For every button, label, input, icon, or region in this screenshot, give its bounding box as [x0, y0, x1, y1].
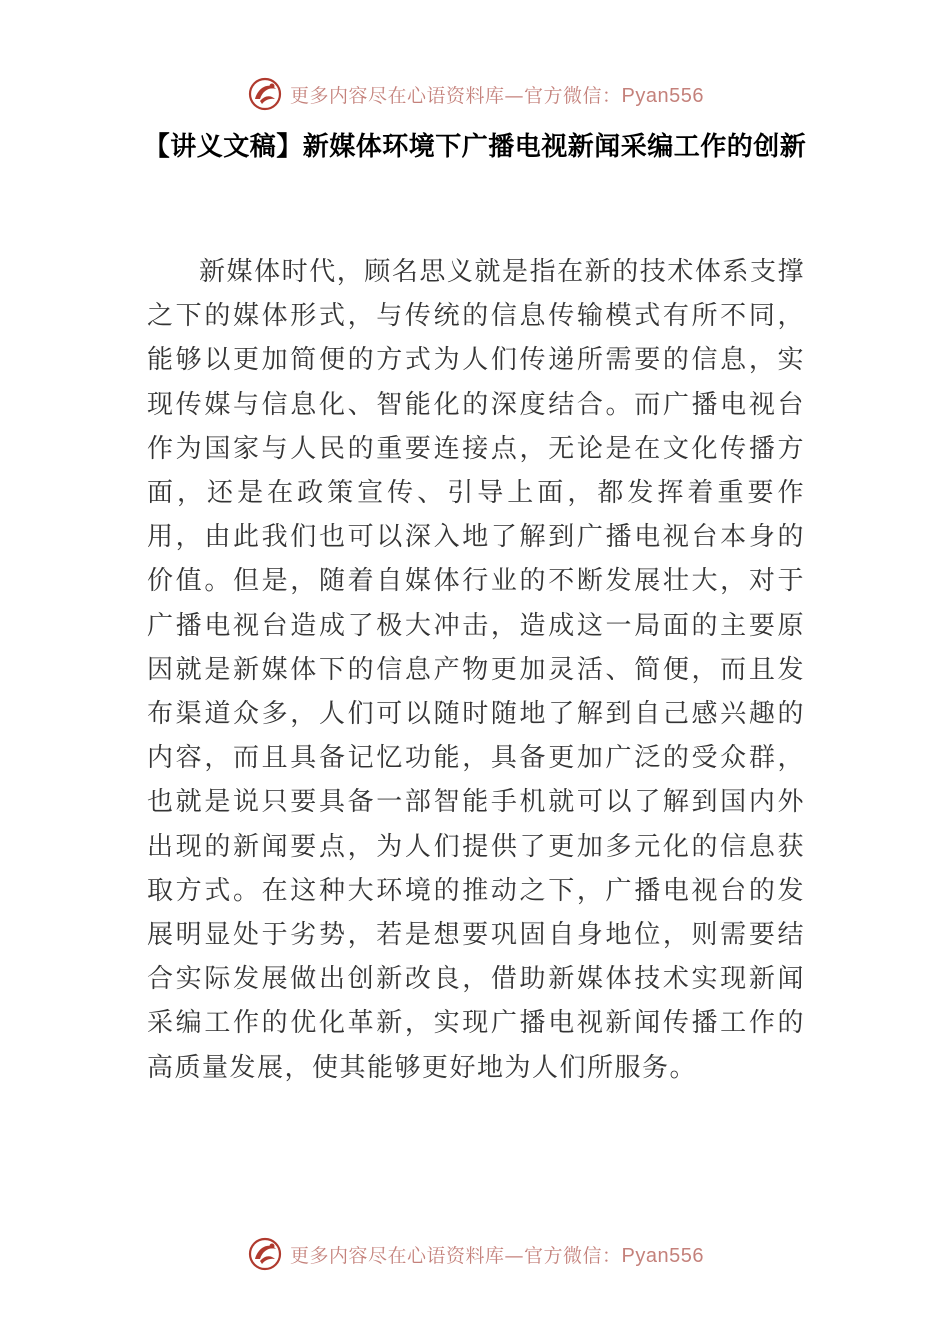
footer-wechat-id: Pyan556	[621, 1244, 704, 1267]
xinyu-logo-icon	[246, 75, 284, 113]
header-banner	[0, 72, 950, 116]
body-paragraph: 新媒体时代，顾名思义就是指在新的技术体系支撑之下的媒体形式，与传统的信息传输模式有所不同，能够以更加简便的方式为人们传递所需要的信息，实现传媒与信息化、智能化的深度结合。而广播电视台作为国家与人民的重要连接点，无论是在文化传播方面，还是在政策宣传、引导上面，都发挥着重要作用，由此我们也可以深入地了解到广播电视台本身的价值。但是，随着自媒体行业的不断发展壮大，对于广播电视台造成了极大冲击，造成这一局面的主要原因就是新媒体下的信息产物更加灵活、简便，而且发布渠道众多，人们可以随时随地了解到自己感兴趣的内容，而且具备记忆功能，具备更加广泛的受众群，也就是说只要具备一部智能手机就可以了解到国内外出现的新闻要点，为人们提供了更加多元化的信息获取方式。在这种大环境的推动之下，广播电视台的发展明显处于劣势，若是想要巩固自身地位，则需要结合实际发展做出创新改良，借助新媒体技术实现新闻采编工作的优化革新，实现广播电视新闻传播工作的高质量发展，使其能够更好地为人们所服务。	[147, 257, 805, 1083]
header-banner-text	[290, 81, 704, 108]
header-banner-label: 更多内容尽在心语资料库—官方微信：	[290, 84, 622, 107]
footer-banner-text	[290, 1241, 704, 1268]
footer-banner-label: 更多内容尽在心语资料库—官方微信：	[290, 1244, 622, 1267]
xinyu-logo-icon	[246, 1235, 284, 1273]
header-wechat-id: Pyan556	[621, 84, 704, 107]
footer-banner	[0, 1232, 950, 1276]
document-title: 【讲义文稿】新媒体环境下广播电视新闻采编工作的创新	[143, 132, 807, 162]
